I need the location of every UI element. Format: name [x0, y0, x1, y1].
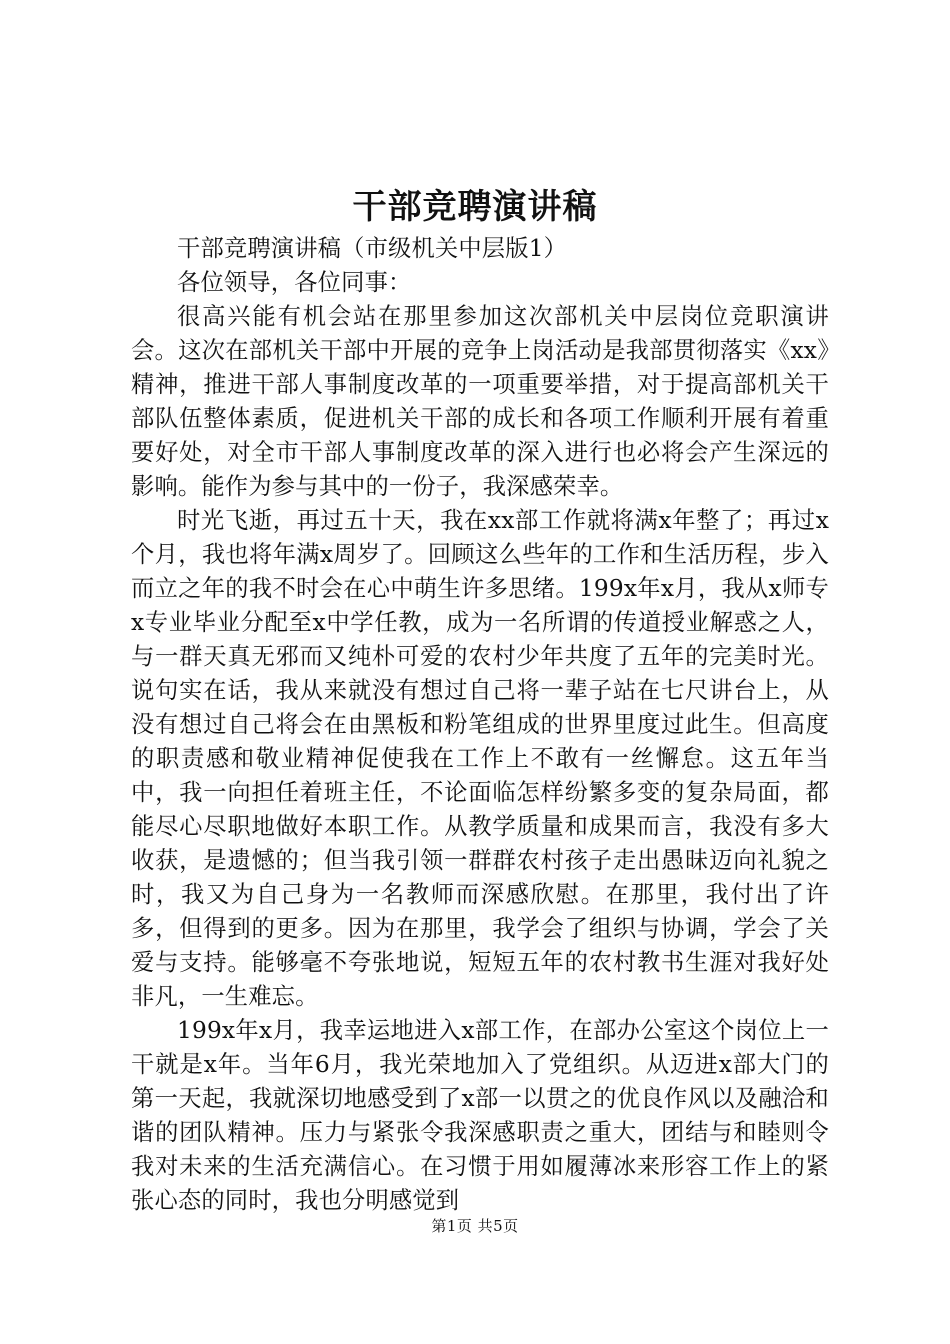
document-body [131, 232, 829, 1218]
paragraph-1: 很高兴能有机会站在那里参加这次部机关中层岗位竞职演讲会。这次在部机关干部中开展的竞争上岗活动是我部贯彻落实《xx》精神，推进干部人事制度改革的一项重要举措，对于提高部机关干部队伍整体素质，促进机关干部的成长和各项工作顺利开展有着重要好处，对全市干部人事制度改革的深入进行也必将会产生深远的影响。能作为参与其中的一份子，我深感荣幸。 [131, 303, 829, 500]
paragraph-2: 时光飞逝，再过五十天，我在xx部工作就将满x年整了；再过x个月，我也将年满x周岁了。回顾这么些年的工作和生活历程，步入而立之年的我不时会在心中萌生许多思绪。199x年x月，我从x师专x专业毕业分配至x中学任教，成为一名所谓的传道授业解惑之人，与一群天真无邪而又纯朴可爱的农村少年共度了五年的完美时光。说句实在话，我从来就没有想过自己将一辈子站在七尺讲台上，从没有想过自己将会在由黑板和粉笔组成的世界里度过此生。但高度的职责感和敬业精神促使我在工作上不敢有一丝懈怠。这五年当中，我一向担任着班主任，不论面临怎样纷繁多变的复杂局面，都能尽心尽职地做好本职工作。从教学质量和成果而言，我没有多大收获，是遗憾的；但当我引领一群群农村孩子走出愚昧迈向礼貌之时，我又为自己身为一名教师而深感欣慰。在那里，我付出了许多，但得到的更多。因为在那里，我学会了组织与协调，学会了关爱与支持。能够毫不夸张地说，短短五年的农村教书生涯对我好处非凡，一生难忘。 [131, 507, 829, 1010]
document-title: 干部竞聘演讲稿 [352, 187, 598, 227]
paragraph-3: 199x年x月，我幸运地进入x部工作，在部办公室这个岗位上一干就是x年。当年6月，我光荣地加入了党组织。从迈进x部大门的第一天起，我就深切地感受到了x部一以贯之的优良作风以及融洽和谐的团队精神。压力与紧张令我深感职责之重大，团结与和睦则令我对未来的生活充满信心。在习惯于用如履薄冰来形容工作上的紧张心态的同时，我也分明感觉到 [131, 1017, 829, 1214]
page-footer: 第1页 共5页 [431, 1217, 519, 1235]
salutation-line: 各位领导，各位同事： [177, 269, 412, 296]
subtitle-line: 干部竞聘演讲稿（市级机关中层版1） [177, 235, 568, 262]
